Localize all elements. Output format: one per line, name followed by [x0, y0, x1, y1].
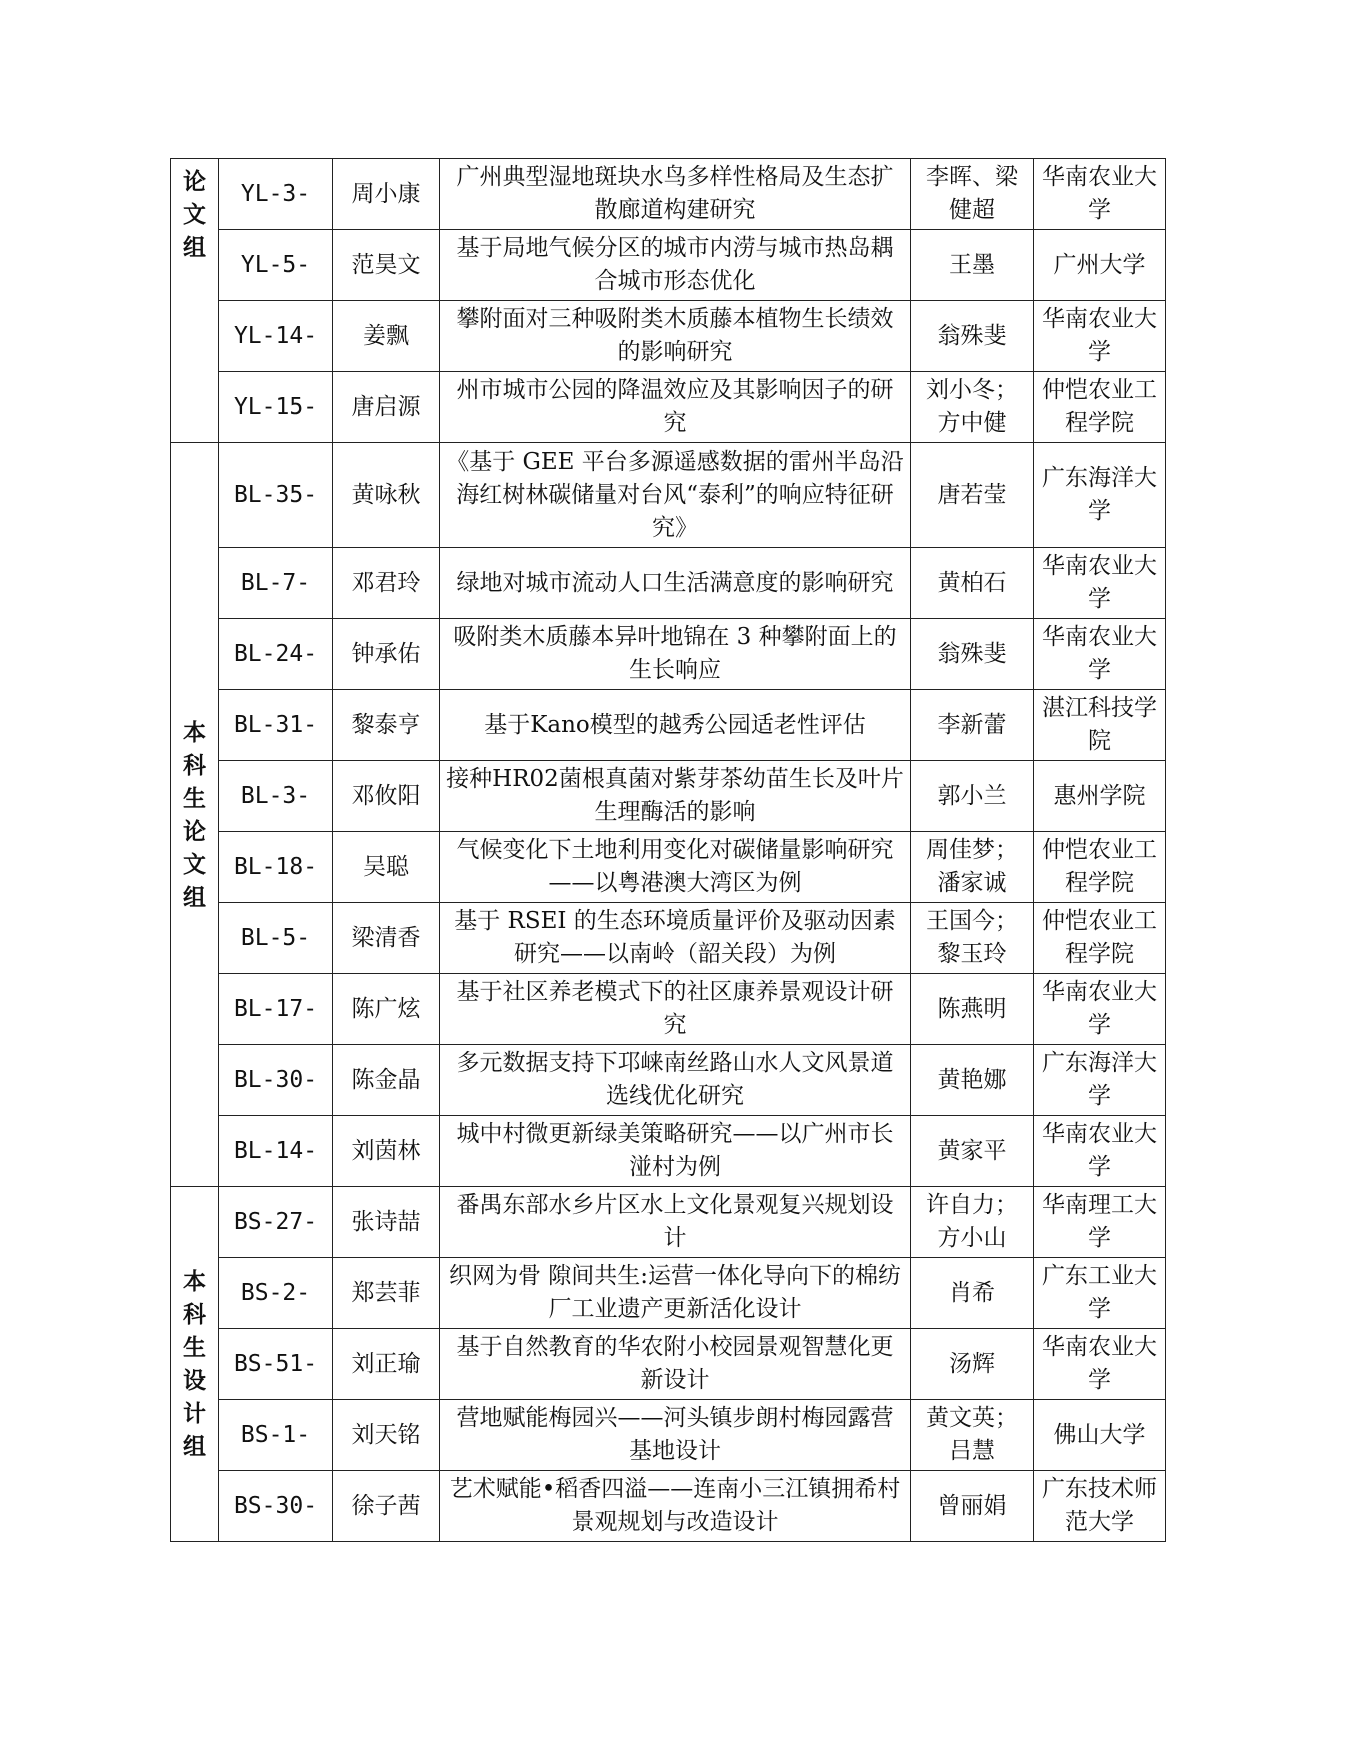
- author-name: 姜飘: [333, 301, 440, 372]
- paper-title: 攀附面对三种吸附类木质藤本植物生长绩效的影响研究: [440, 301, 911, 372]
- author-name: 梁清香: [333, 903, 440, 974]
- entry-code: BS-51-: [219, 1329, 333, 1400]
- school-name: 华南农业大学: [1034, 301, 1166, 372]
- table-row: [171, 1400, 1166, 1471]
- paper-title: 州市城市公园的降温效应及其影响因子的研究: [440, 372, 911, 443]
- paper-title: 绿地对城市流动人口生活满意度的影响研究: [440, 548, 911, 619]
- author-name: 范昊文: [333, 230, 440, 301]
- table-row: [171, 832, 1166, 903]
- advisor-name: 许自力；方小山: [911, 1187, 1034, 1258]
- advisor-name: 李晖、梁健超: [911, 159, 1034, 230]
- table-row: [171, 230, 1166, 301]
- author-name: 黎泰亨: [333, 690, 440, 761]
- paper-title: 广州典型湿地斑块水鸟多样性格局及生态扩散廊道构建研究: [440, 159, 911, 230]
- author-name: 周小康: [333, 159, 440, 230]
- paper-title: 织网为骨 隙间共生:运营一体化导向下的棉纺厂工业遗产更新活化设计: [440, 1258, 911, 1329]
- group-label-cell: [171, 443, 219, 1187]
- advisor-name: 黄艳娜: [911, 1045, 1034, 1116]
- author-name: 陈金晶: [333, 1045, 440, 1116]
- school-name: 仲恺农业工程学院: [1034, 832, 1166, 903]
- entry-code: BS-1-: [219, 1400, 333, 1471]
- entry-code: YL-15-: [219, 372, 333, 443]
- entry-code: BL-3-: [219, 761, 333, 832]
- paper-title: 气候变化下土地利用变化对碳储量影响研究——以粤港澳大湾区为例: [440, 832, 911, 903]
- table-row: [171, 548, 1166, 619]
- author-name: 张诗喆: [333, 1187, 440, 1258]
- paper-title: 多元数据支持下邛崃南丝路山水人文风景道选线优化研究: [440, 1045, 911, 1116]
- advisor-name: 王国今；黎玉玲: [911, 903, 1034, 974]
- entry-code: BS-2-: [219, 1258, 333, 1329]
- paper-title: 《基于 GEE 平台多源遥感数据的雷州半岛沿海红树林碳储量对台风“泰利”的响应特征研究》: [440, 443, 911, 548]
- advisor-name: 翁殊斐: [911, 619, 1034, 690]
- advisor-name: 唐若莹: [911, 443, 1034, 548]
- advisor-name: 郭小兰: [911, 761, 1034, 832]
- table-row: [171, 1258, 1166, 1329]
- advisor-name: 黄柏石: [911, 548, 1034, 619]
- entry-code: YL-5-: [219, 230, 333, 301]
- entry-code: BL-31-: [219, 690, 333, 761]
- table-row: [171, 1116, 1166, 1187]
- advisor-name: 肖希: [911, 1258, 1034, 1329]
- entry-code: YL-14-: [219, 301, 333, 372]
- school-name: 佛山大学: [1034, 1400, 1166, 1471]
- author-name: 刘天铭: [333, 1400, 440, 1471]
- paper-title: 基于社区养老模式下的社区康养景观设计研究: [440, 974, 911, 1045]
- school-name: 惠州学院: [1034, 761, 1166, 832]
- group-label: 论文组: [183, 168, 206, 261]
- school-name: 仲恺农业工程学院: [1034, 372, 1166, 443]
- entry-code: BL-18-: [219, 832, 333, 903]
- author-name: 陈广炫: [333, 974, 440, 1045]
- paper-title: 城中村微更新绿美策略研究——以广州市长湴村为例: [440, 1116, 911, 1187]
- table-row: [171, 1045, 1166, 1116]
- table-row: [171, 974, 1166, 1045]
- entry-code: BL-24-: [219, 619, 333, 690]
- school-name: 华南农业大学: [1034, 619, 1166, 690]
- advisor-name: 王墨: [911, 230, 1034, 301]
- author-name: 吴聪: [333, 832, 440, 903]
- paper-title: 吸附类木质藤本异叶地锦在 3 种攀附面上的生长响应: [440, 619, 911, 690]
- paper-title: 基于 RSEI 的生态环境质量评价及驱动因素研究——以南岭（韶关段）为例: [440, 903, 911, 974]
- entry-code: BS-30-: [219, 1471, 333, 1542]
- school-name: 广东工业大学: [1034, 1258, 1166, 1329]
- school-name: 华南农业大学: [1034, 1329, 1166, 1400]
- advisor-name: 黄家平: [911, 1116, 1034, 1187]
- group-label: 本科生论文组: [183, 718, 206, 911]
- author-name: 刘正瑜: [333, 1329, 440, 1400]
- advisor-name: 刘小冬；方中健: [911, 372, 1034, 443]
- school-name: 华南理工大学: [1034, 1187, 1166, 1258]
- advisor-name: 曾丽娟: [911, 1471, 1034, 1542]
- author-name: 刘茵林: [333, 1116, 440, 1187]
- paper-title: 基于局地气候分区的城市内涝与城市热岛耦合城市形态优化: [440, 230, 911, 301]
- author-name: 郑芸菲: [333, 1258, 440, 1329]
- table-row: [171, 443, 1166, 548]
- school-name: 华南农业大学: [1034, 974, 1166, 1045]
- advisor-name: 陈燕明: [911, 974, 1034, 1045]
- author-name: 黄咏秋: [333, 443, 440, 548]
- table-row: [171, 1471, 1166, 1542]
- table-row: [171, 903, 1166, 974]
- author-name: 徐子茜: [333, 1471, 440, 1542]
- table-row: [171, 1329, 1166, 1400]
- author-name: 邓攸阳: [333, 761, 440, 832]
- school-name: 广东海洋大学: [1034, 1045, 1166, 1116]
- entry-code: YL-3-: [219, 159, 333, 230]
- school-name: 广州大学: [1034, 230, 1166, 301]
- table-row: [171, 301, 1166, 372]
- entry-code: BL-7-: [219, 548, 333, 619]
- group-label-cell: [171, 1187, 219, 1542]
- school-name: 广东海洋大学: [1034, 443, 1166, 548]
- entry-code: BL-14-: [219, 1116, 333, 1187]
- school-name: 华南农业大学: [1034, 159, 1166, 230]
- school-name: 华南农业大学: [1034, 548, 1166, 619]
- table-row: [171, 619, 1166, 690]
- entry-code: BL-17-: [219, 974, 333, 1045]
- school-name: 仲恺农业工程学院: [1034, 903, 1166, 974]
- group-label: 本科生设计组: [183, 1268, 206, 1460]
- author-name: 唐启源: [333, 372, 440, 443]
- school-name: 湛江科技学院: [1034, 690, 1166, 761]
- advisor-name: 周佳梦；潘家诚: [911, 832, 1034, 903]
- entry-code: BL-30-: [219, 1045, 333, 1116]
- table-row: [171, 690, 1166, 761]
- advisor-name: 黄文英；吕慧: [911, 1400, 1034, 1471]
- entry-code: BL-35-: [219, 443, 333, 548]
- author-name: 钟承佑: [333, 619, 440, 690]
- advisor-name: 李新蕾: [911, 690, 1034, 761]
- paper-title: 番禺东部水乡片区水上文化景观复兴规划设计: [440, 1187, 911, 1258]
- paper-title: 艺术赋能•稻香四溢——连南小三江镇拥希村景观规划与改造设计: [440, 1471, 911, 1542]
- entry-code: BS-27-: [219, 1187, 333, 1258]
- table-row: [171, 372, 1166, 443]
- table-row: [171, 1187, 1166, 1258]
- award-list-table: [170, 158, 1166, 1542]
- advisor-name: 汤辉: [911, 1329, 1034, 1400]
- paper-title: 接种HR02菌根真菌对紫芽茶幼苗生长及叶片生理酶活的影响: [440, 761, 911, 832]
- author-name: 邓君玲: [333, 548, 440, 619]
- table-row: [171, 761, 1166, 832]
- paper-title: 基于自然教育的华农附小校园景观智慧化更新设计: [440, 1329, 911, 1400]
- advisor-name: 翁殊斐: [911, 301, 1034, 372]
- entry-code: BL-5-: [219, 903, 333, 974]
- table-row: [171, 159, 1166, 230]
- school-name: 广东技术师范大学: [1034, 1471, 1166, 1542]
- school-name: 华南农业大学: [1034, 1116, 1166, 1187]
- paper-title: 基于Kano模型的越秀公园适老性评估: [440, 690, 911, 761]
- paper-title: 营地赋能梅园兴——河头镇步朗村梅园露营基地设计: [440, 1400, 911, 1471]
- group-label-cell: [171, 159, 219, 443]
